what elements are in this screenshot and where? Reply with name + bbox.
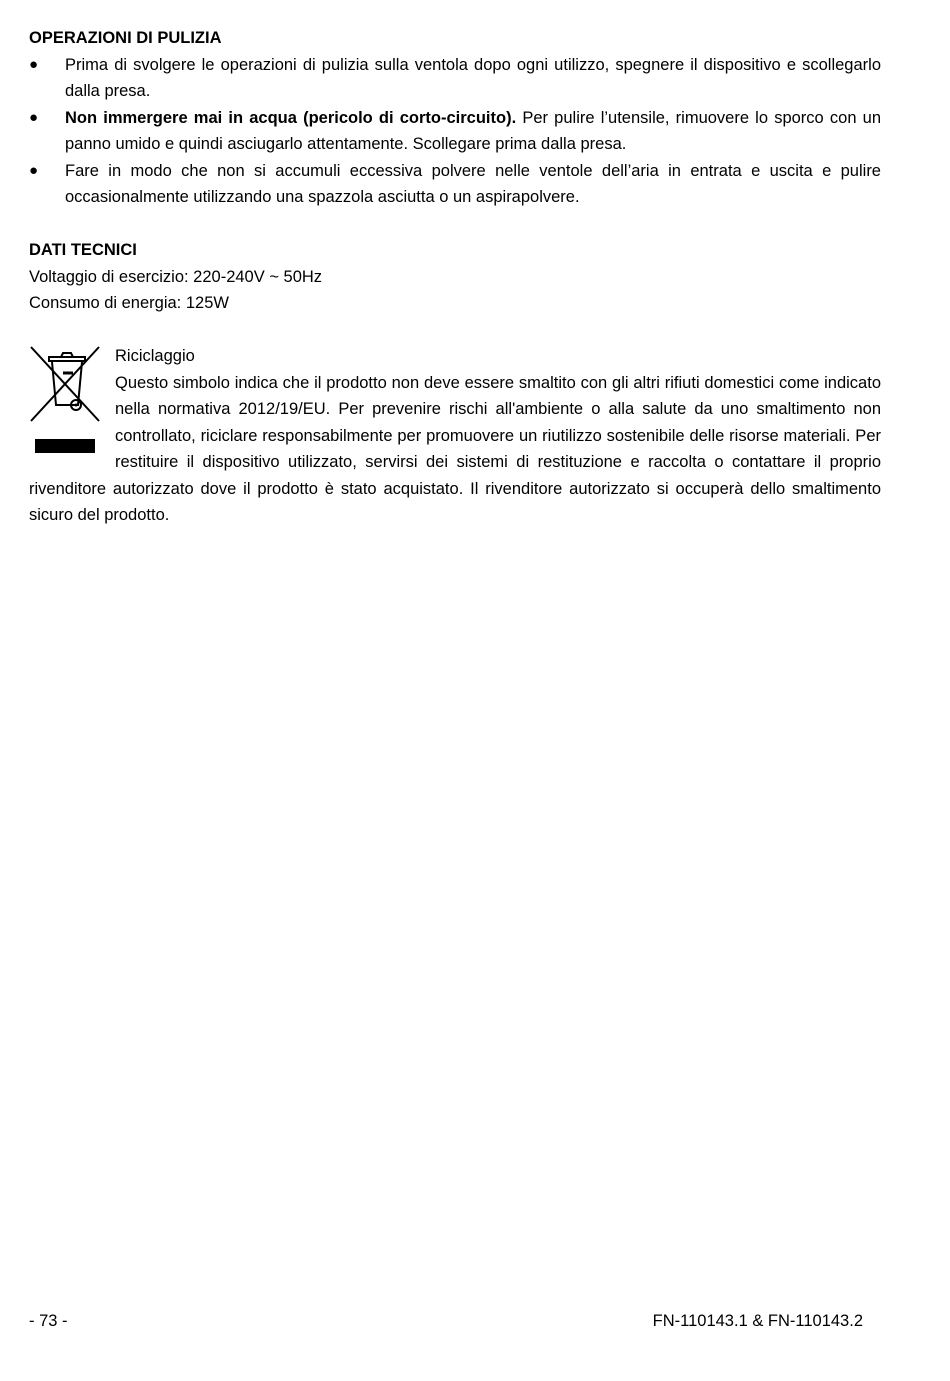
recycling-section — [29, 343, 881, 529]
cleaning-bullet-1 — [29, 52, 881, 105]
tech-heading: DATI TECNICI — [29, 241, 137, 259]
tech-voltage: Voltaggio di esercizio: 220-240V ~ 50Hz — [29, 267, 323, 286]
cleaning-bullet-3 — [29, 158, 881, 211]
model-number: FN-110143.1 & FN-110143.2 — [652, 1312, 863, 1330]
recycling-text: Questo simbolo indica che il prodotto non deve essere smaltito con gli altri rifiuti domestici come indicato nella normativa 2012/19/EU. Per prevenire rischi all'ambiente o alla salute da uno smaltimento non controllato, riciclare responsabilmente per promuovere un riutilizzo sostenibile delle risorse materiali. Per restituire il dispositivo utilizzato, servirsi dei sistemi di restituzione e raccolta o contattare il proprio rivenditore autorizzato dove il prodotto è stato acquistato. Il rivenditore autorizzato si occuperà dello smaltimento sicuro del prodotto. — [29, 373, 881, 524]
bullet-icon: ● — [29, 108, 39, 126]
cleaning-bullet-3-text: Fare in modo che non si accumuli eccessiva polvere nelle ventole dell’aria in entrata e uscita e pulire occasionalmente utilizzando una spazzola asciutta o un aspirapolvere. — [65, 161, 881, 206]
cleaning-bullet-list — [29, 52, 881, 211]
spacer — [29, 211, 881, 238]
cleaning-bullet-2 — [29, 105, 881, 158]
bullet-icon: ● — [29, 161, 39, 179]
cleaning-bullet-2-text: Per pulire l’utensile, rimuovere lo sporco con un panno umido e quindi asciugarlo attentamente. Scollegare prima dalla presa. — [65, 108, 882, 153]
tech-section — [29, 237, 881, 317]
cleaning-bullet-1-text: Prima di svolgere le operazioni di pulizia sulla ventola dopo ogni utilizzo, spegnere il dispositivo e scollegarlo dalla presa. — [65, 55, 881, 100]
recycling-title: Riciclaggio — [115, 347, 195, 365]
cleaning-section — [29, 25, 881, 211]
cleaning-heading: OPERAZIONI DI PULIZIA — [29, 29, 222, 47]
document-page — [29, 25, 881, 529]
bullet-icon: ● — [29, 55, 39, 73]
tech-power: Consumo di energia: 125W — [29, 294, 229, 312]
weee-crossed-bin-icon — [29, 345, 101, 459]
page-number: - 73 - — [29, 1312, 68, 1330]
cleaning-bullet-2-bold: Non immergere mai in acqua (pericolo di corto-circuito). — [65, 108, 517, 127]
spacer — [29, 317, 881, 344]
